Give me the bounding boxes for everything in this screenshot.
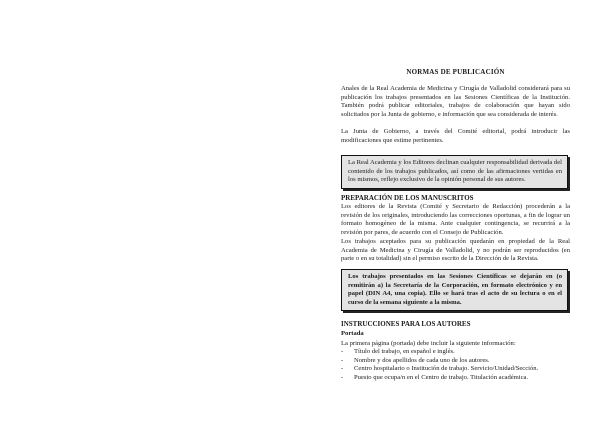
- intro-paragraph-1: Anales de la Real Academia de Medicina y Cirugía de Valladolid considerará para su publicación los trabajos presentados en las Sesiones Científicas de la Institución. También podrá publicar editoriales, trabajos de colaboración que hayan sido solicitados por la Junta de gobierno, e información que sea considerada de interés.: [341, 85, 570, 118]
- portada-intro: La primera página (portada) debe incluir la siguiente información:: [341, 340, 516, 347]
- list-item: - Título del trabajo, en español e inglés.: [341, 348, 455, 355]
- subheading-portada: Portada: [341, 330, 364, 337]
- list-bullet: -: [341, 373, 344, 381]
- portada-requirements-list: [341, 348, 570, 382]
- disclaimer-box: La Real Academia y los Editores declinan cualquier responsabilidad derivada del contenido de los trabajos publicados, así como de las afirmaciones vertidas en los mismos, reflejo exclusivo de la opinión personal de sus autores.: [341, 155, 568, 189]
- list-item: - Centro hospitalario o Institución de trabajo. Servicio/Unidad/Sección.: [341, 365, 539, 373]
- manuscripts-paragraph-1: Los editores de la Revista (Comité y Secretario de Redacción) procederán a la revisión de los originales, introduciendo las correcciones oportunas, a fin de lograr un formato homogéneo de la misma. Ante cualquier contingencia, se recurrirá a la revisión por pares, de acuerdo con el Consejo de Publicación.: [341, 203, 570, 236]
- section-heading-manuscripts: PREPARACIÓN DE LOS MANUSCRITOS: [341, 194, 474, 202]
- list-item: - Puesto que ocupa/n en el Centro de trabajo. Titulación académica.: [341, 373, 529, 381]
- intro-paragraph-2: La Junta de Gobierno, a través del Comité editorial, podrá introducir las modificaciones que estime pertinentes.: [341, 128, 570, 144]
- list-bullet: -: [341, 356, 344, 364]
- page-title: NORMAS DE PUBLICACIÓN: [406, 68, 505, 76]
- manuscripts-paragraph-2: Los trabajos aceptados para su publicación quedarán en propiedad de la Real Academia de Medicina y Cirugía de Valladolid, y no podrán ser reproducidos (en parte o en su totalidad) sin el permiso escrito de la Dirección de la Revista.: [341, 238, 570, 263]
- list-item: - Nombre y dos apellidos de cada uno de los autores.: [341, 356, 490, 364]
- section-heading-instructions: INSTRUCCIONES PARA LOS AUTORES: [341, 320, 471, 328]
- list-bullet: -: [341, 348, 344, 355]
- document-page: [341, 0, 570, 423]
- submission-notice-box: Los trabajos presentados en las Sesiones Científicas se dejarán en (o remitirán a) la Secretaría de la Corporación, en formato electrónico y en papel (DIN A4, una copia). Ello se hará tras el acto de su lectura o en el curso de la semana siguiente a la misma.: [341, 269, 568, 311]
- list-bullet: -: [341, 365, 344, 373]
